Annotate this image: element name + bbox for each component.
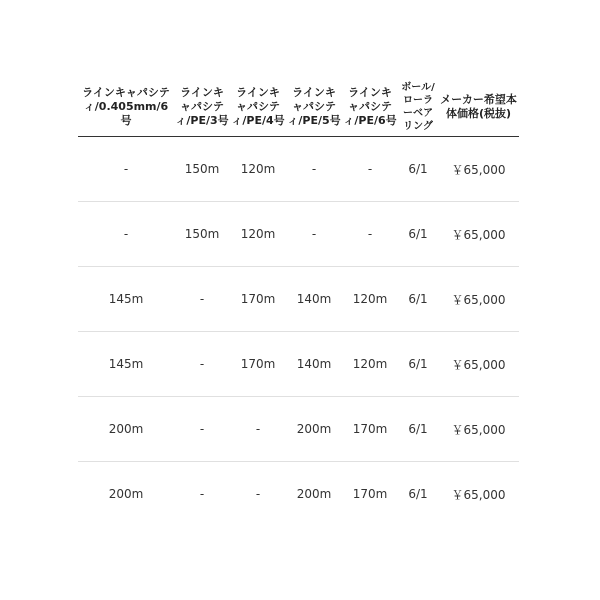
cell-line-capacity-pe-5: 140m <box>286 267 342 332</box>
cell-line-capacity-nylon-6: - <box>78 137 174 202</box>
table-row <box>78 267 519 332</box>
table-row <box>78 397 519 462</box>
cell-line-capacity-pe-6: 120m <box>342 332 398 397</box>
cell-line-capacity-pe-3: 150m <box>174 202 230 267</box>
cell-line-capacity-pe-6: 120m <box>342 267 398 332</box>
cell-line-capacity-pe-3: - <box>199 487 205 501</box>
table-row <box>78 462 519 527</box>
cell-line-capacity-pe-3: - <box>174 267 230 332</box>
cell-line-capacity-pe-4: 120m <box>230 202 286 267</box>
spec-table <box>78 78 519 526</box>
cell-line-capacity-pe-4: 170m <box>230 267 286 332</box>
cell-line-capacity-nylon-6: 145m <box>78 332 174 397</box>
header-line-capacity-pe-5: ラインキャパシティ/PE/5号 <box>286 78 342 137</box>
header-line-capacity-pe-6: ラインキャパシティ/PE/6号 <box>342 78 398 137</box>
cell-line-capacity-pe-5: 200m <box>286 397 342 462</box>
cell-line-capacity-pe-6: - <box>342 202 398 267</box>
cell-line-capacity-pe-4: 120m <box>230 137 286 202</box>
cell-line-capacity-pe-6: - <box>342 137 398 202</box>
cell-line-capacity-nylon-6: - <box>78 202 174 267</box>
cell-line-capacity-nylon-6: 200m <box>108 487 144 501</box>
table-row <box>78 202 519 267</box>
cell-line-capacity-nylon-6: 200m <box>78 397 174 462</box>
cell-price: ￥65,000 <box>438 137 519 202</box>
cell-line-capacity-pe-5: 140m <box>286 332 342 397</box>
header-price: メーカー希望本体価格(税抜) <box>438 78 519 137</box>
cell-bearings: 6/1 <box>398 137 438 202</box>
cell-price: ￥65,000 <box>438 267 519 332</box>
cell-line-capacity-pe-3: - <box>174 397 230 462</box>
cell-price: ￥65,000 <box>438 332 519 397</box>
cell-line-capacity-pe-3: 150m <box>174 137 230 202</box>
table-row <box>78 137 519 202</box>
header-line-capacity-pe-4: ラインキャパシティ/PE/4号 <box>230 78 286 137</box>
cell-line-capacity-pe-5: - <box>286 202 342 267</box>
cell-line-capacity-pe-5: - <box>286 137 342 202</box>
cell-bearings: 6/1 <box>398 202 438 267</box>
cell-price: ￥65,000 <box>438 397 519 462</box>
cell-line-capacity-pe-4: - <box>255 487 261 501</box>
header-line-capacity-nylon-6: ラインキャパシティ/0.405mm/6号 <box>78 78 174 137</box>
cell-price: ￥65,000 <box>451 487 506 502</box>
cell-price: ￥65,000 <box>438 202 519 267</box>
cell-line-capacity-pe-3: - <box>174 332 230 397</box>
cell-line-capacity-pe-6: 170m <box>342 397 398 462</box>
cell-bearings: 6/1 <box>398 332 438 397</box>
header-line-capacity-pe-3: ラインキャパシティ/PE/3号 <box>174 78 230 137</box>
header-bearings: ボール/ローラーベアリング <box>398 78 438 137</box>
cell-bearings: 6/1 <box>398 397 438 462</box>
cell-line-capacity-pe-4: 170m <box>230 332 286 397</box>
table-header-row <box>78 78 519 137</box>
table-row <box>78 332 519 397</box>
cell-bearings: 6/1 <box>398 267 438 332</box>
cell-line-capacity-pe-5: 200m <box>296 487 332 501</box>
cell-line-capacity-pe-6: 170m <box>352 487 388 501</box>
cell-bearings: 6/1 <box>408 487 428 501</box>
cell-line-capacity-pe-4: - <box>230 397 286 462</box>
cell-line-capacity-nylon-6: 145m <box>78 267 174 332</box>
